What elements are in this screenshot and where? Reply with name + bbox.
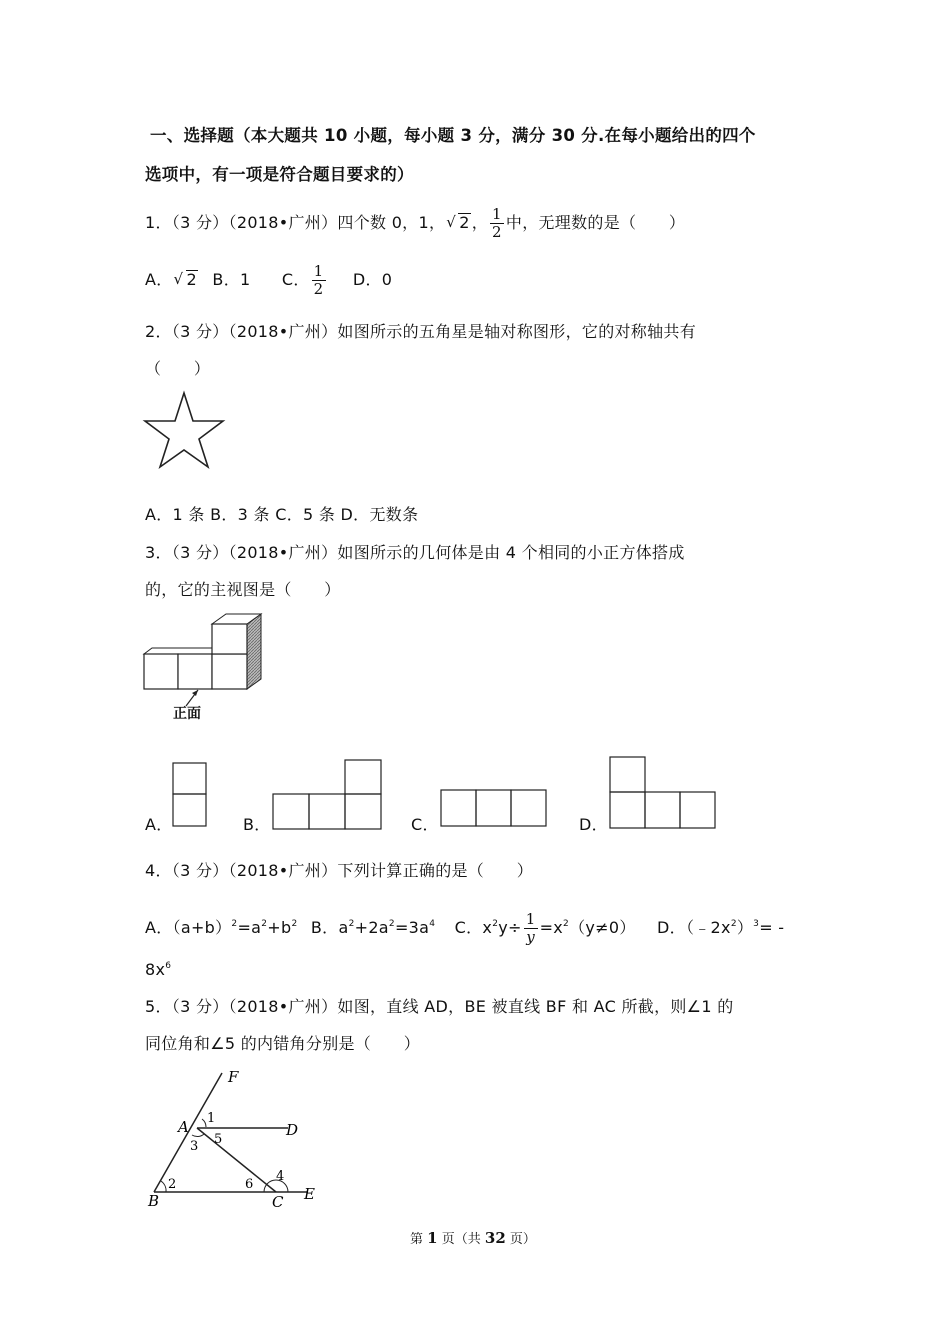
- q4-d-part1: D．（﹣2x: [657, 918, 731, 937]
- question-1-prefix: 1．（3 分）（2018•广州）四个数 0，1，: [145, 213, 446, 232]
- question-4-stem: 4．（3 分）（2018•广州）下列计算正确的是（ ）: [145, 861, 534, 880]
- separator: ，: [471, 213, 489, 232]
- q4-c-part3: =x: [539, 918, 564, 937]
- q4-b-part3: =3a: [394, 918, 430, 937]
- angle-arc-1: [202, 1119, 206, 1127]
- option-c-fraction: [312, 263, 326, 298]
- q4-a-part2: =a: [237, 918, 262, 937]
- q4-c-part1: C．x: [454, 918, 493, 937]
- option-b: B．1: [212, 270, 251, 289]
- footer-total-pages: 32: [484, 1229, 506, 1247]
- q4-b-part2: +2a: [354, 918, 389, 937]
- question-1-options: [145, 263, 392, 298]
- option-a-sqrt-value: 2: [186, 270, 198, 289]
- question-2-options: A．1 条 B．3 条 C．5 条 D．无数条: [145, 505, 419, 524]
- line-ac: [197, 1128, 276, 1192]
- cube-top-face-row: [144, 648, 212, 654]
- q4-d-sup1: 2: [730, 919, 737, 929]
- q4-c-numerator: 1: [525, 910, 536, 928]
- option-c-numerator: 1: [313, 262, 324, 280]
- cube-front-1: [144, 654, 178, 689]
- option-a-label: A．: [145, 270, 173, 289]
- footer-page-number: 1: [427, 1229, 438, 1247]
- question-1-stem: [145, 206, 685, 241]
- angle-arc-2: [161, 1181, 166, 1192]
- q4-option-d: [657, 918, 784, 937]
- q3-option-c-figure: [440, 789, 550, 829]
- q4-d-part3: = -: [759, 918, 785, 937]
- label-f: F: [228, 1068, 239, 1086]
- option-d: D．0: [352, 270, 393, 289]
- cube-front-3: [212, 654, 247, 689]
- option-c-denominator: 2: [313, 280, 324, 298]
- q3-option-b-label: B．: [243, 815, 271, 834]
- angle-label-3: 3: [190, 1139, 199, 1154]
- q3-option-b-figure: [272, 759, 384, 831]
- q3-option-c-label: C．: [411, 815, 439, 834]
- fraction-denominator: 2: [492, 223, 502, 241]
- page-footer: [410, 1228, 536, 1247]
- cube-front-2: [178, 654, 212, 689]
- angle-label-1: 1: [207, 1111, 216, 1126]
- q4-a-part3: +b: [267, 918, 292, 937]
- q4-option-c: [454, 910, 636, 946]
- footer-post: 页）: [509, 1232, 536, 1247]
- option-a-sqrt: √ 2: [173, 270, 198, 289]
- q4-d-part2: ）: [736, 918, 754, 937]
- footer-pre: 第: [410, 1232, 424, 1247]
- label-a: A: [178, 1118, 189, 1136]
- q4-d-sup3: 6: [165, 961, 172, 971]
- q4-a-sup2: 2: [261, 919, 268, 929]
- q3-option-a-figure: [172, 762, 208, 828]
- sqrt-value: 2: [459, 213, 470, 232]
- cube-side-face: [247, 614, 261, 689]
- q4-d-sup2: 3: [753, 919, 760, 929]
- q3-option-a-label: A．: [145, 815, 173, 834]
- angle-label-5: 5: [214, 1132, 223, 1147]
- q4-b-sup1: 2: [348, 919, 355, 929]
- q4-c-sup2: 2: [563, 919, 570, 929]
- q3-option-d-label: D．: [579, 815, 608, 834]
- sqrt-expression: √ 2: [446, 213, 470, 232]
- question-1-suffix: 中，无理数的是（ ）: [505, 213, 686, 232]
- front-label: 正面: [173, 706, 201, 722]
- cube-solid-figure: [140, 610, 270, 722]
- angle-arc-3: [192, 1134, 204, 1137]
- question-2-stem-line2: （ ）: [145, 359, 211, 378]
- q4-c-fraction: [524, 911, 538, 946]
- q4-b-sup3: 4: [429, 919, 436, 929]
- section-heading-line2: 选项中，有一项是符合题目要求的）: [145, 165, 414, 184]
- fraction-numerator: 1: [492, 205, 502, 223]
- section-heading-line1: 一、选择题（本大题共 10 小题，每小题 3 分，满分 30 分.在每小题给出的四个: [150, 126, 756, 145]
- option-c-label: C．: [281, 270, 310, 289]
- question-3-stem-line2: 的，它的主视图是（ ）: [145, 580, 341, 599]
- footer-mid: 页（共: [441, 1232, 481, 1247]
- question-2-stem-line1: 2．（3 分）（2018•广州）如图所示的五角星是轴对称图形，它的对称轴共有: [145, 322, 697, 341]
- label-b: B: [148, 1192, 160, 1210]
- question-5-stem-line2: 同位角和∠5 的内错角分别是（ ）: [145, 1034, 421, 1053]
- q4-a-sup3: 2: [291, 919, 298, 929]
- front-arrow-head: [192, 690, 198, 696]
- q4-option-b: [311, 918, 435, 937]
- question-4-options: [145, 911, 784, 946]
- q4-c-denominator: y: [526, 928, 536, 946]
- q4-a-part1: A．（a+b）: [145, 918, 232, 937]
- geometry-figure: [140, 1064, 330, 1212]
- star-shape: [145, 393, 223, 467]
- q4-option-a: [145, 918, 298, 937]
- q4-c-sup1: 2: [492, 919, 499, 929]
- q4-b-part1: B．a: [310, 918, 349, 937]
- q4-b-sup2: 2: [388, 919, 395, 929]
- q4-a-sup1: 2: [231, 919, 238, 929]
- star-figure: [142, 390, 226, 470]
- angle-label-4: 4: [276, 1169, 285, 1184]
- q4-c-part4: （y≠0）: [569, 918, 636, 937]
- q4-c-part2: y÷: [498, 918, 522, 937]
- q4-option-d-continued: [145, 960, 171, 980]
- cube-front-top: [212, 624, 247, 654]
- label-c: C: [272, 1193, 284, 1211]
- q4-d-cont: 8x: [145, 960, 166, 979]
- label-d: D: [286, 1121, 299, 1139]
- label-e: E: [304, 1185, 315, 1203]
- question-3-stem-line1: 3．（3 分）（2018•广州）如图所示的几何体是由 4 个相同的小正方体搭成: [145, 543, 685, 562]
- angle-label-2: 2: [168, 1177, 177, 1192]
- question-5-stem-line1: 5．（3 分）（2018•广州）如图，直线 AD，BE 被直线 BF 和 AC 所截，则∠1 的: [145, 997, 734, 1016]
- fraction: [490, 206, 504, 241]
- angle-label-6: 6: [245, 1177, 254, 1192]
- q3-option-d-figure: [609, 756, 719, 830]
